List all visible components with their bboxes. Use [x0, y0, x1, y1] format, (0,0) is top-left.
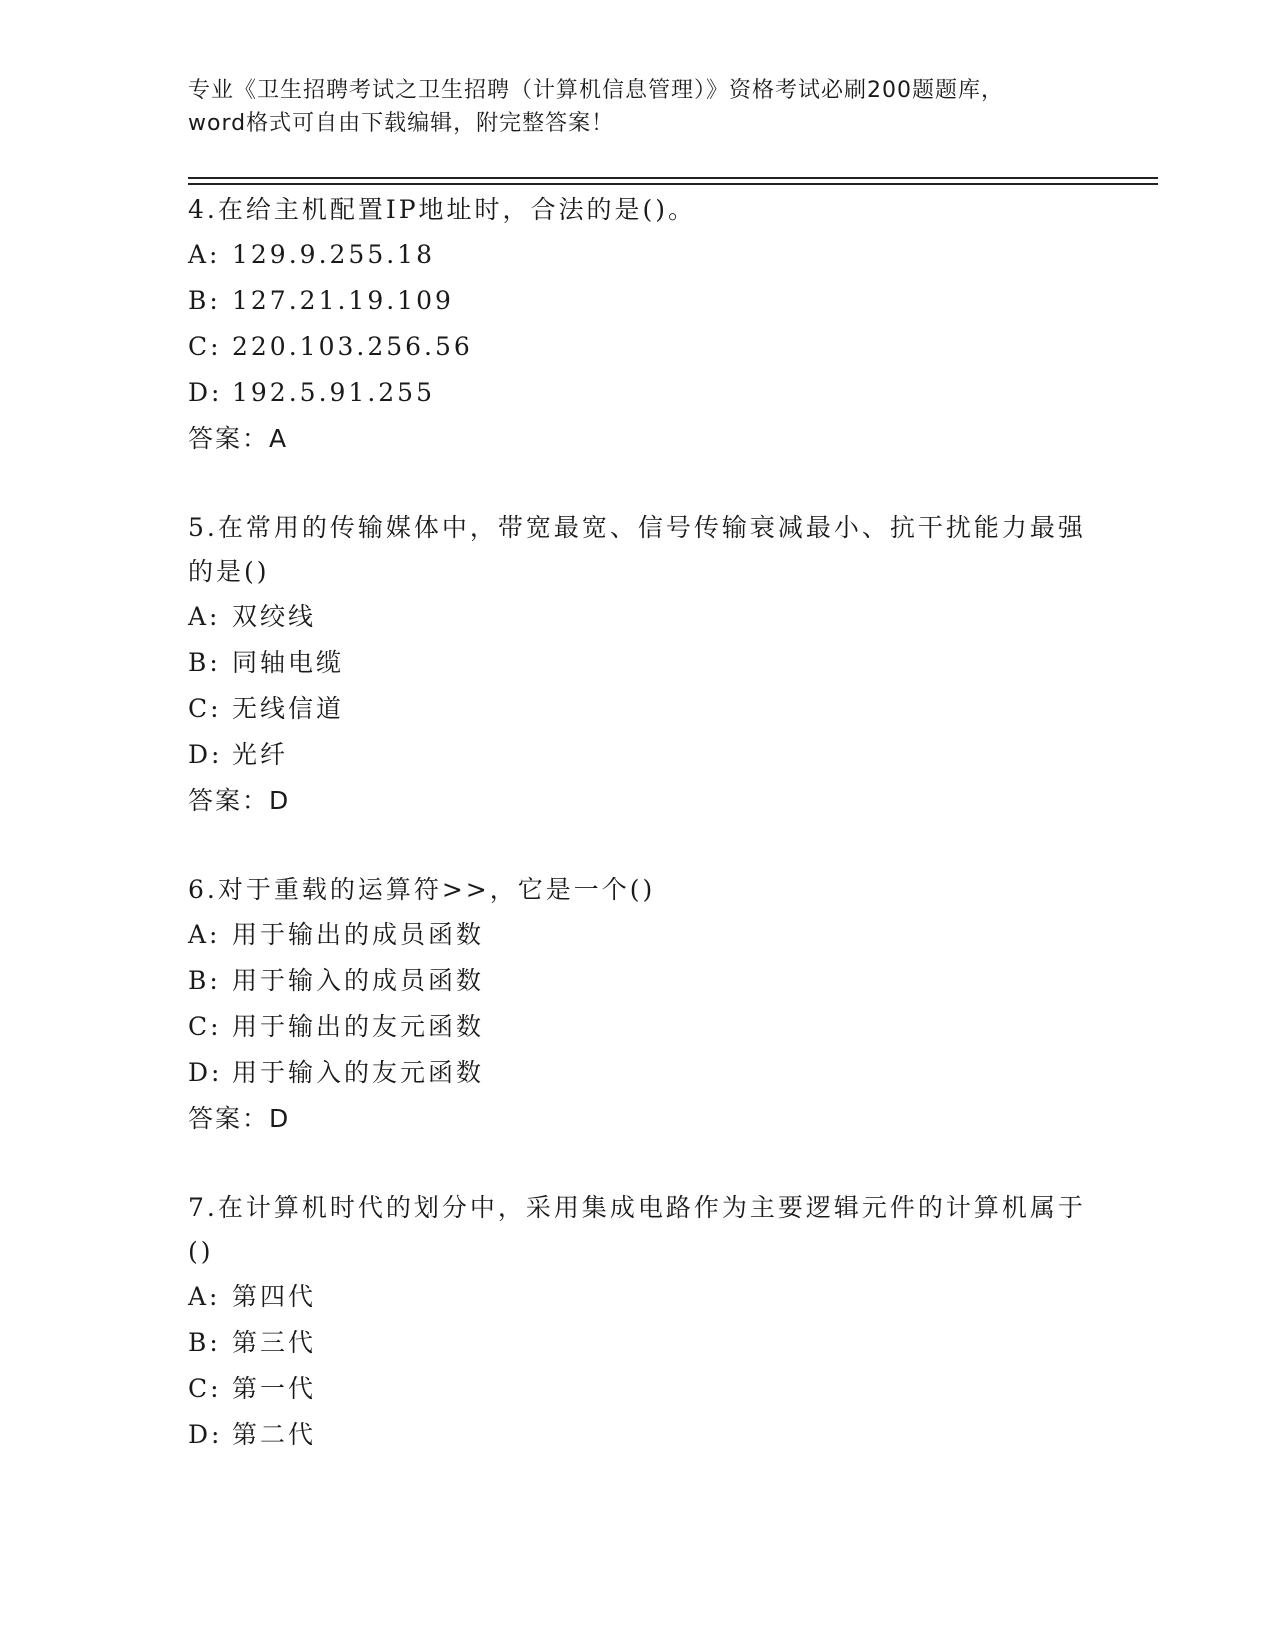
- option-b: [188, 640, 1088, 686]
- option-text: 用于输出的成员函数: [232, 920, 485, 949]
- option-d: [188, 732, 1088, 778]
- option-text: 129.9.255.18: [232, 240, 435, 269]
- option-b: [188, 958, 1088, 1004]
- question-stem: 5.在常用的传输媒体中，带宽最宽、信号传输衰减最小、抗干扰能力最强的是(): [188, 513, 1086, 586]
- option-key: B:: [188, 286, 221, 315]
- header-divider-bottom: [188, 183, 1158, 185]
- option-b: [188, 278, 1088, 324]
- option-text: 第四代: [232, 1282, 317, 1311]
- question-stem: 7.在计算机时代的划分中，采用集成电路作为主要逻辑元件的计算机属于(): [188, 1193, 1086, 1266]
- option-key: B:: [188, 966, 221, 995]
- option-c: [188, 1004, 1088, 1050]
- document-header: [188, 74, 1088, 140]
- option-text: 用于输入的友元函数: [232, 1058, 485, 1087]
- option-text: 第一代: [232, 1374, 317, 1403]
- header-title-line-1: 专业《卫生招聘考试之卫生招聘（计算机信息管理）》资格考试必刷200题题库，: [188, 78, 1004, 103]
- header-title-line-2: word格式可自由下载编辑，附完整答案！: [188, 111, 615, 136]
- option-text: 光纤: [232, 740, 289, 769]
- answer-line: 答案：D: [188, 1104, 291, 1133]
- option-text: 第二代: [232, 1420, 317, 1449]
- option-key: D:: [188, 1420, 223, 1449]
- option-text: 127.21.19.109: [232, 286, 454, 315]
- option-a: [188, 1274, 1088, 1320]
- option-key: C:: [188, 1012, 222, 1041]
- option-d: [188, 1412, 1088, 1458]
- option-key: D:: [188, 378, 223, 407]
- option-a: [188, 594, 1088, 640]
- option-c: [188, 324, 1088, 370]
- option-key: C:: [188, 332, 222, 361]
- option-key: A:: [188, 920, 221, 949]
- question-6: [188, 868, 1088, 1142]
- question-stem: 4.在给主机配置IP地址时，合法的是()。: [188, 195, 697, 224]
- answer-line: 答案：D: [188, 786, 291, 815]
- option-key: A:: [188, 602, 221, 631]
- option-key: D:: [188, 740, 223, 769]
- question-list: [188, 188, 1088, 1502]
- option-text: 用于输出的友元函数: [232, 1012, 485, 1041]
- question-4: [188, 188, 1088, 462]
- option-text: 无线信道: [232, 694, 345, 723]
- option-key: C:: [188, 694, 222, 723]
- question-5: [188, 506, 1088, 824]
- option-a: [188, 912, 1088, 958]
- option-key: A:: [188, 240, 221, 269]
- option-text: 用于输入的成员函数: [232, 966, 485, 995]
- option-key: A:: [188, 1282, 221, 1311]
- option-c: [188, 686, 1088, 732]
- option-text: 双绞线: [232, 602, 317, 631]
- option-text: 第三代: [232, 1328, 317, 1357]
- option-d: [188, 1050, 1088, 1096]
- option-key: B:: [188, 1328, 221, 1357]
- option-text: 220.103.256.56: [232, 332, 473, 361]
- option-c: [188, 1366, 1088, 1412]
- header-divider-top: [188, 177, 1158, 179]
- option-d: [188, 370, 1088, 416]
- option-b: [188, 1320, 1088, 1366]
- option-key: D:: [188, 1058, 223, 1087]
- question-stem: 6.对于重载的运算符>>，它是一个(): [188, 875, 656, 904]
- question-7: [188, 1186, 1088, 1458]
- option-key: C:: [188, 1374, 222, 1403]
- answer-line: 答案：A: [188, 424, 289, 453]
- option-key: B:: [188, 648, 221, 677]
- option-a: [188, 232, 1088, 278]
- option-text: 同轴电缆: [232, 648, 345, 677]
- option-text: 192.5.91.255: [232, 378, 435, 407]
